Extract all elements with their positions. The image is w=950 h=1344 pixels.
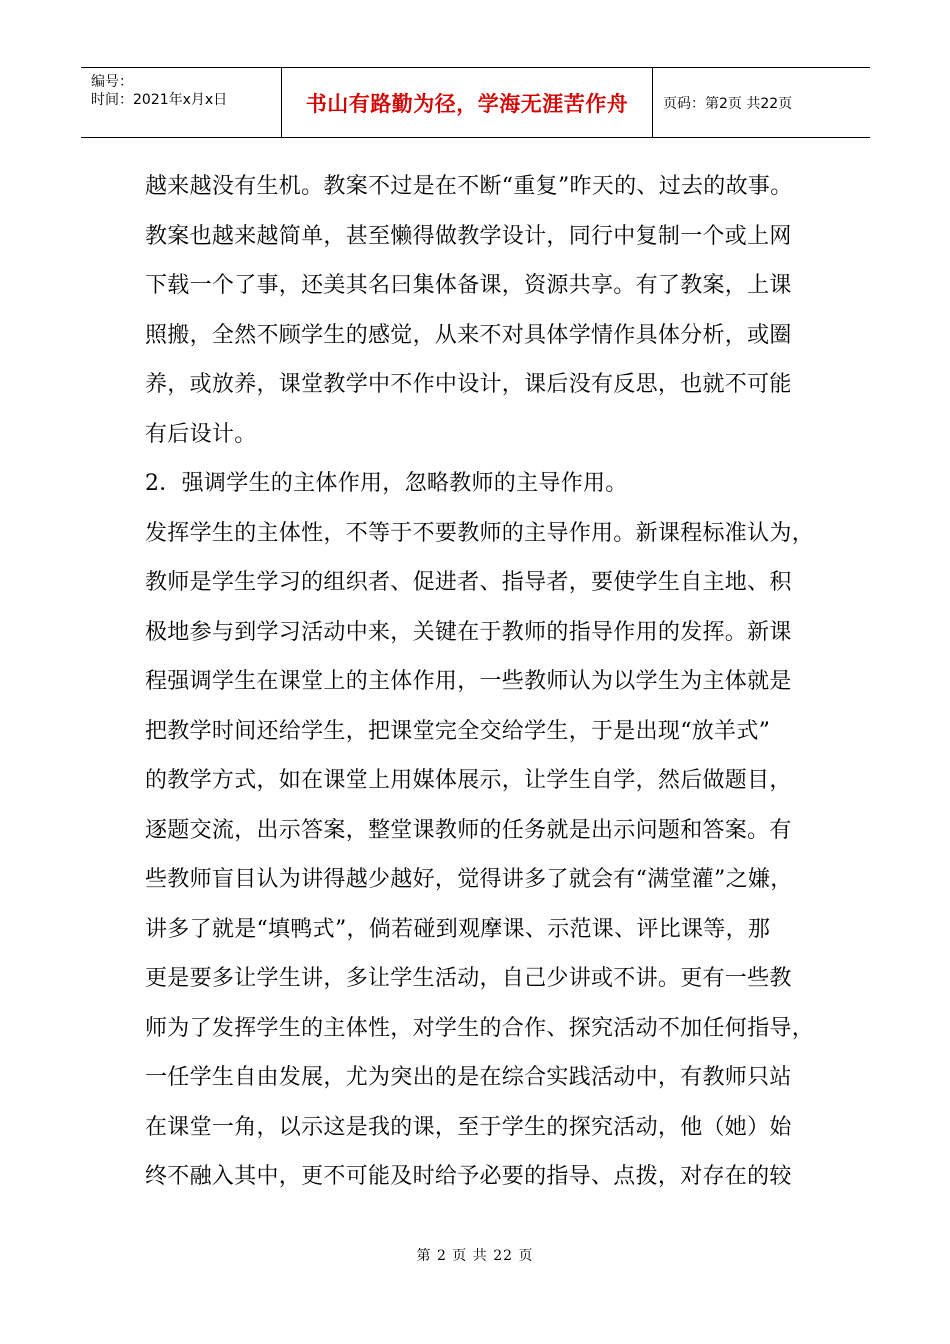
header-motto: 书山有路勤为径，学海无涯苦作舟 — [305, 91, 629, 116]
header-meta — [81, 68, 281, 137]
body-line: 些教师盲目认为讲得越少越好，觉得讲多了就会有“满堂灌”之嫌， — [145, 867, 793, 892]
body-line: 在课堂一角，以示这是我的课，至于学生的探究活动，他（她）始 — [145, 1114, 792, 1140]
body-line: 养，或放养，课堂教学中不作中设计，课后没有反思，也就不可能 — [145, 372, 792, 397]
footer-page-number: 第 2 页 共 22 页 — [416, 1248, 534, 1264]
document-date: 时间：2021年x月x日 — [91, 92, 228, 108]
body-line: 教案也越来越简单，甚至懒得做教学设计，同行中复制一个或上网 — [145, 223, 792, 249]
body-line: 师为了发挥学生的主体性，对学生的合作、探究活动不加任何指导， — [145, 1015, 815, 1041]
document-number-label: 编号： — [91, 74, 133, 90]
header-motto-cell — [282, 68, 652, 137]
header-page-number: 页码：第2页 共22页 — [663, 95, 793, 112]
body-line: 讲多了就是“填鸭式”，倘若碰到观摩课、示范课、评比课等，那 — [145, 916, 771, 942]
body-line: 极地参与到学习活动中来，关键在于教师的指导作用的发挥。新课 — [145, 619, 792, 645]
body-line: 终不融入其中，更不可能及时给予必要的指导、点拨，对存在的较 — [145, 1164, 792, 1189]
body-line: 一任学生自由发展，尤为突出的是在综合实践活动中，有教师只站 — [145, 1065, 792, 1090]
body-line: 照搬，全然不顾学生的感觉，从来不对具体学情作具体分析，或圈 — [145, 322, 792, 348]
header-page-cell — [653, 68, 870, 137]
body-line: 发挥学生的主体性，不等于不要教师的主导作用。新课程标准认为， — [145, 520, 815, 546]
page-header — [81, 67, 870, 138]
body-line: 有后设计。 — [145, 421, 257, 447]
body-line: 把教学时间还给学生，把课堂完全交给学生，于是出现“放羊式” — [145, 718, 771, 744]
body-line: 更是要多让学生讲，多让学生活动，自己少讲或不讲。更有一些教 — [145, 966, 792, 991]
body-line: 程强调学生在课堂上的主体作用，一些教师认为以学生为主体就是 — [145, 669, 792, 694]
body-line: 逐题交流，出示答案，整堂课教师的任务就是出示问题和答案。有 — [145, 817, 792, 843]
body-line: 教师是学生学习的组织者、促进者、指导者，要使学生自主地、积 — [145, 570, 792, 595]
document-body — [145, 162, 825, 1202]
page-footer — [0, 1245, 950, 1265]
body-line: 的教学方式，如在课堂上用媒体展示，让学生自学，然后做题目， — [145, 768, 792, 793]
body-line: 越来越没有生机。教案不过是在不断“重复”昨天的、过去的故事。 — [145, 174, 793, 199]
section-heading: 2．强调学生的主体作用，忽略教师的主导作用。 — [145, 471, 628, 496]
body-line: 下载一个了事，还美其名曰集体备课，资源共享。有了教案，上课 — [145, 273, 792, 298]
